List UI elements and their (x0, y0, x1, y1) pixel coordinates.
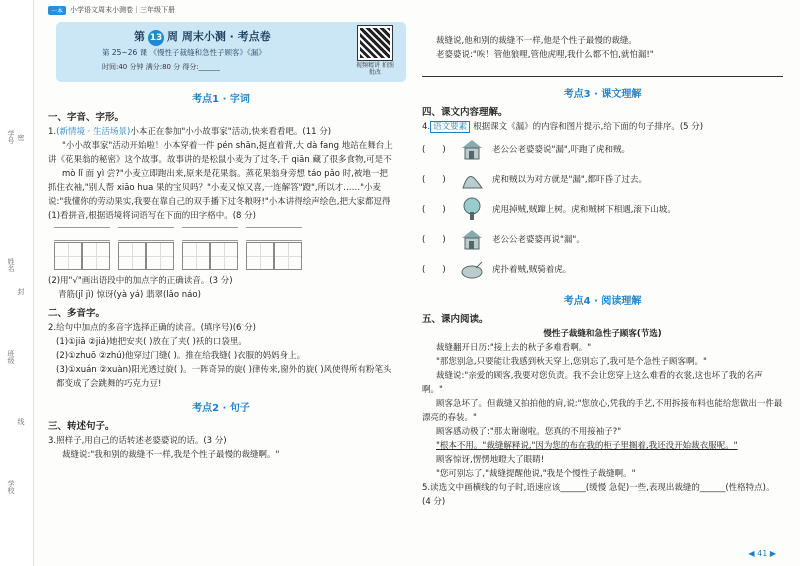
order-item[interactable]: ( ) 虎和贼以为对方就是"漏",都吓昏了过去。 (422, 164, 783, 194)
tree-icon (458, 196, 486, 222)
gutter-label: 姓名 (7, 258, 15, 272)
gutter-cut: 线 (17, 418, 25, 425)
book-title: 小学语文周末小测卷｜三年级下册 (70, 6, 176, 14)
gutter-cut: 密 (17, 134, 25, 141)
gutter-cut: 封 (17, 288, 25, 295)
lesson-range: 第 25~26 课 《慢性子裁缝和急性子顾客》《漏》 (102, 48, 266, 57)
page-number: ◀ 41 ▶ (748, 549, 776, 558)
test-banner (56, 22, 406, 82)
grid-pair[interactable] (118, 227, 174, 270)
section-heading: 考点2 · 句子 (192, 403, 250, 414)
grid-pair[interactable] (54, 227, 110, 270)
order-item[interactable]: ( ) 虎甩掉贼,贼蹿上树。虎和贼树下相遇,滚下山坡。 (422, 194, 783, 224)
question-group-title: 一、字音、字形。 (48, 112, 125, 123)
reading-title: 慢性子裁缝和急性子顾客(节选) (543, 329, 662, 339)
reading-paragraph: 顾客惊讶,愣愣地瞪大了眼睛! (436, 455, 545, 465)
question-group-title: 四、课文内容理解。 (422, 107, 508, 118)
brand-logo: 一本 (48, 6, 66, 15)
question-2-item[interactable]: (2)①zhuō ②zhú)他穿过门缝( )。推在给我缝( )衣服的妈妈身上。 (56, 351, 306, 361)
gutter-label: 学号 (7, 130, 15, 144)
example-sentence: 裁缝说:"我和别的裁缝不一样,我是个性子最慢的裁缝啊。" (62, 450, 280, 460)
house-icon (458, 226, 486, 252)
question-5[interactable]: 5.读选文中画横线的句子时,语速应该______(缓慢 急促)一些,表现出裁缝的______(性格特点)。(4 分) (422, 483, 775, 507)
binding-gutter (0, 0, 34, 566)
example-answer: 裁缝说,他和别的裁缝不一样,他是个性子最慢的裁缝。 (436, 36, 637, 46)
grid-pair[interactable] (182, 227, 238, 270)
reading-paragraph: 顾客急坏了。但裁缝又拍拍他的肩,说:"您放心,凭我的手艺,不用拆接布料也能给您做出一件最漂亮的春装。" (422, 399, 783, 423)
test-meta: 时间:40 分钟 满分:80 分 得分:______ (102, 63, 220, 71)
story-paragraph: mò lǐ 面 yì 尝?"小麦立即跑出来,原来是花果翁。蒸花果翁身旁想 táo pǎo 时,被地一把抓住衣袖,"别人帮 xiāo hua 果的宝贝吗？"小麦又惊又喜,一连解答"蹬",所以才……"小麦说:"我懂你的劳动果实,我要在靠自己的双手播下过冬粮呀!"小本讲得绘声绘色,把大家都逗得 (48, 169, 391, 207)
question-group-title: 二、多音字。 (48, 308, 106, 319)
week-number-badge: 13 (148, 30, 164, 46)
question-1-2: (2)用"√"画出语段中的加点字的正确读音。(3 分) (48, 276, 233, 286)
gutter-label: 班级 (7, 350, 15, 364)
order-item[interactable]: ( ) 老公公老婆婆说"漏",吓跑了虎和贼。 (422, 134, 783, 164)
page-header (48, 4, 394, 16)
reading-paragraph: 裁缝翻开日历:"接上去的秋子多难看啊。" (436, 343, 592, 353)
falling-figure-icon (458, 166, 486, 192)
question-4: 4. 语文要素 根据课文《漏》的内容和图片提示,给下面的句子排序。(5 分) (422, 122, 704, 132)
question-1-2-options[interactable]: 青筋(jǐ jì) 惊讶(yà yá) 翡翠(lǎo náo) (58, 290, 201, 300)
question-2: 2.给句中加点的多音字选择正确的读音。(填序号)(6 分) (48, 323, 256, 333)
section-heading: 考点3 · 课文理解 (563, 89, 642, 100)
writing-grid (54, 227, 394, 270)
question-1: 1.(新情境 · 生活场景)小本正在参加"小小故事家"活动,快来看看吧。(11 分) (48, 127, 332, 137)
reading-paragraph: "您可别忘了,"裁缝提醒他说,"我是个慢性子裁缝啊。" (436, 469, 636, 479)
reading-paragraph: "那您别急,只要能让我感到秋天穿上,您别忘了,我可是个急性子顾客啊。" (436, 357, 707, 367)
order-item[interactable]: ( ) 老公公老婆婆再说"漏"。 (422, 224, 783, 254)
question-3: 3.照样子,用自己的话转述老婆婆说的话。(3 分) (48, 436, 227, 446)
answer-line[interactable] (422, 76, 783, 77)
banner-title: 第 13 周 周末小测 · 考点卷 (134, 28, 271, 46)
gutter-label: 学校 (7, 480, 15, 494)
tiger-rider-icon (458, 256, 486, 282)
question-group-title: 三、转述句子。 (48, 421, 115, 432)
left-page (34, 0, 404, 566)
question-2-item[interactable]: (1)①jiā ②jiá)她把安夹( )放在了夹( )袄的口袋里。 (56, 337, 247, 347)
story-paragraph: "小小故事家"活动开始啦！小本穿着一件 pén shān,挺直着背,大 dà fang 地站在舞台上讲《花果翁的秘密》这个故事。故事讲的是松鼠小麦为了过冬,千 qiān 藏了很多食物,可是不 (48, 141, 393, 165)
question-2-item[interactable]: (3)①xuán ②xuàn)阳光透过旋( )。一阵奇异的旋( )律传来,窗外的旋( )风使得所有粉笔头都变成了会跳舞的巧克力豆! (56, 365, 392, 389)
qr-code-icon[interactable] (358, 26, 392, 60)
house-icon (458, 136, 486, 162)
section-heading: 考点1 · 字词 (192, 94, 250, 105)
question-group-title: 五、课内阅读。 (422, 314, 489, 325)
underlined-sentence: "根本不用。"裁缝解释说,"因为您的布在我的柜子里搁着,我还没开始裁衣服呢。" (436, 441, 738, 451)
qr-caption: 视频精讲 拍照批改 (356, 62, 394, 76)
section-heading: 考点4 · 阅读理解 (563, 296, 642, 307)
grid-pair[interactable] (246, 227, 302, 270)
reading-paragraph: 裁缝说:"亲爱的顾客,我要对您负责。我不会让您穿上这么难看的衣裳,这也坏了我的名声啊。" (422, 371, 763, 395)
question-1-1: (1)看拼音,根据语境将词语写在下面的田字格中。(8 分) (48, 211, 256, 221)
right-page (410, 0, 795, 566)
sentence-to-transform: 老婆婆说:"唉！管他狼哩,管他虎哩,我什么都不怕,就怕漏!" (436, 50, 654, 60)
reading-paragraph: 顾客感动极了:"那太谢谢啦。您真的不用接袖子?" (436, 427, 622, 437)
order-item[interactable]: ( ) 虎扑着贼,贼骑着虎。 (422, 254, 783, 284)
